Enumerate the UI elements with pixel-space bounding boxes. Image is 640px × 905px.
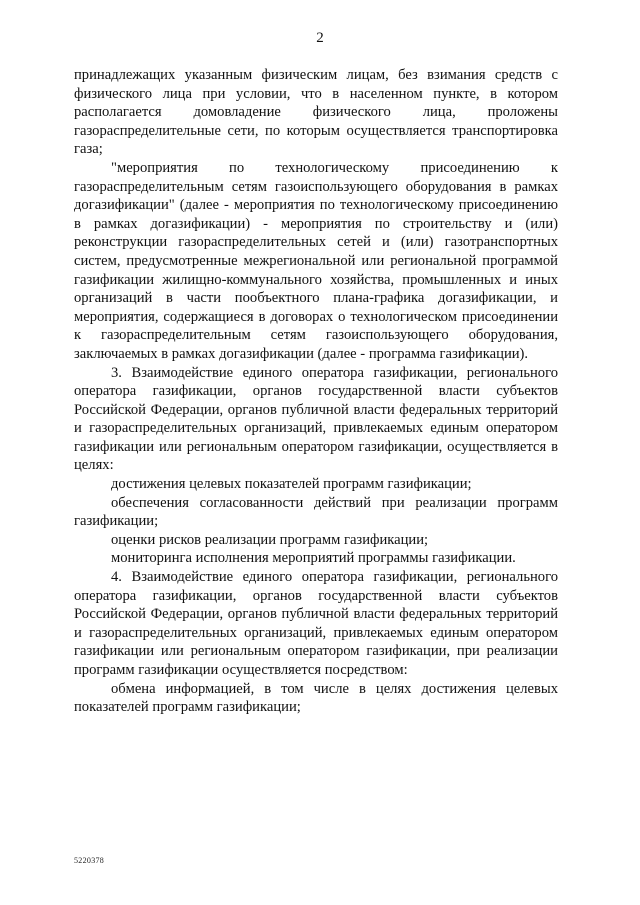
list-item-goal-4: мониторинга исполнения мероприятий программы газификации. <box>111 550 516 567</box>
list-item-goal-2: обеспечения согласованности действий при реализации программ газификации; <box>74 494 558 530</box>
list-item-means-1: обмена информацией, в том числе в целях достижения целевых показателей программ газификации; <box>74 680 558 716</box>
page-number: 2 <box>316 30 324 46</box>
paragraph-section-3: 3. Взаимодействие единого оператора газификации, регионального оператора газификации, органов государственной власти субъектов Российской Федерации, органов публичной власти федеральных территорий и газораспределительных организаций, привлекаемых единым оператором газификации или региональным оператором газификации, осуществляется в целях: <box>74 364 558 474</box>
paragraph-section-4: 4. Взаимодействие единого оператора газификации, регионального оператора газификации, органов государственной власти субъектов Российской Федерации, органов публичной власти федеральных территорий и газораспределительных организаций, привлекаемых единым оператором газификации или региональным оператором газификации, при реализации программ газификации осуществляется посредством: <box>74 569 558 678</box>
document-code: 5220378 <box>74 856 105 865</box>
list-item-goal-3: оценки рисков реализации программ газификации; <box>111 531 429 548</box>
document-body <box>74 66 558 717</box>
list-item-goal-1: достижения целевых показателей программ газификации; <box>111 476 472 493</box>
paragraph-definition: "мероприятия по технологическому присоединению к газораспределительным сетям газоиспользующего оборудования в рамках догазификации" (далее - мероприятия по технологическому присоединению в рамках догазификации) - мероприятия по строительству и (или) реконструкции газораспределительных сетей и (или) газотранспортных систем, предусмотренные межрегиональной или региональной программой газификации жилищно-коммунального хозяйства, промышленных и иных организаций в части пообъектного плана-графика догазификации, и мероприятия, содержащиеся в договорах о технологическом присоединении к газораспределительным сетям газоиспользующего оборудования, заключаемых в рамках догазификации (далее - программа газификации). <box>74 159 558 362</box>
paragraph-continuation: принадлежащих указанным физическим лицам, без взимания средств с физического лица при условии, что в населенном пункте, в котором располагается домовладение физического лица, проложены газораспределительные сети, по которым осуществляется транспортировка газа; <box>74 67 558 158</box>
